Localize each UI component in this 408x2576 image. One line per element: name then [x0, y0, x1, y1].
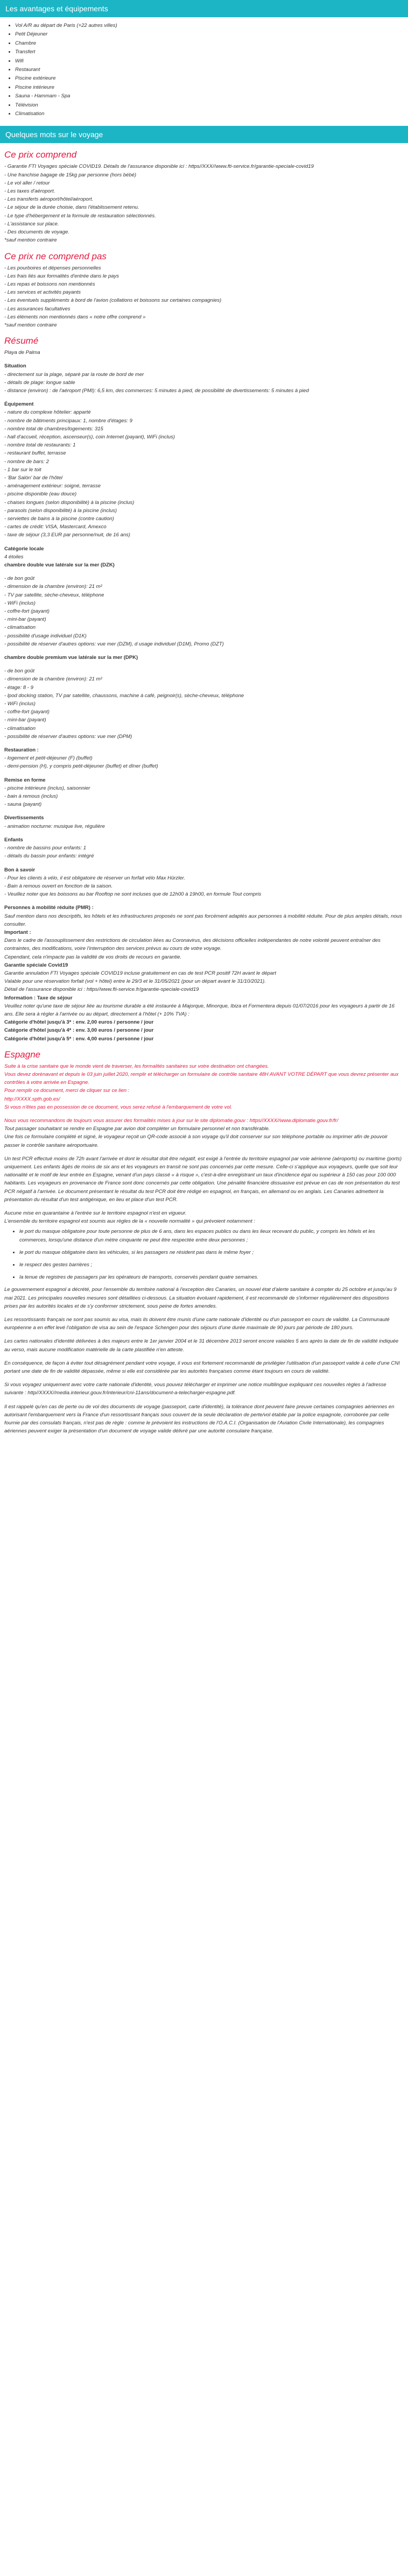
text-line [4, 648, 404, 654]
text-line: - WiFi (inclus) [4, 701, 36, 707]
avantage-item: • Piscine extérieure [15, 74, 408, 83]
text-line: - animation nocturne: musique live, régulière [4, 823, 105, 829]
section-heading: Catégorie locale [4, 545, 44, 552]
resume-subtitle: Playa de Palma [4, 350, 40, 356]
text-line: - climatisation [4, 625, 36, 631]
section-heading: Enfants [4, 836, 23, 843]
avantage-item: • Vol A/R au départ de Paris (+22 autres villes) [15, 22, 408, 30]
text-line: Détail de l'assurance disponible ici : https//www.fti-service.fr/garantie-speciale-covid19 [4, 987, 199, 993]
text-line: - WiFi (inclus) [4, 600, 36, 606]
text-line: Cependant, cela n'impacte pas la validité de vos droits de recours en garantie. [4, 954, 182, 960]
espagne-paragraph: Une fois ce formulaire complété et signé, le voyageur reçoit un QR-code associé à son voyage qu'il doit conserver sur son téléphone portable ou imprimer afin de pouvoir passer le contrôle sanitaire aéroportuaire. [4, 1134, 388, 1148]
espagne-paragraph [4, 1397, 404, 1403]
text-line: - mini-bar (payant) [4, 616, 46, 623]
text-line: - de bon goût [4, 576, 34, 582]
prix-comprend-item: - Une franchise bagage de 15kg par personne (hors bébé) [4, 172, 137, 178]
text-line: - de bon goût [4, 668, 34, 675]
text-line [4, 831, 404, 836]
espagne-paragraph [4, 1332, 404, 1337]
text-line [4, 357, 404, 362]
text-line [4, 569, 404, 574]
text-line: - piscine disponible (eau douce) [4, 491, 77, 498]
espagne-paragraph [4, 1149, 404, 1155]
section-heading: Catégorie d'hôtel jusqu'à 4* : env. 3,00 euros / personne / jour [4, 1027, 154, 1034]
text-line [4, 898, 404, 904]
espagne-paragraph: En conséquence, de façon à éviter tout désagrément pendant votre voyage, il vous est fortement recommandé de privilégier l'utilisation d'un passeport valide à celle d'une CNI portant une date de fin de validité dépassée, même si elle est considérée par les autorités françaises comme étant toujours en cours de validité. [4, 1360, 400, 1375]
text-line: - nombre de bâtiments principaux: 1, nombre d'étages: 9 [4, 417, 132, 424]
section-heading: Information : Taxe de séjour [4, 995, 73, 1001]
espagne-paragraph: Un test PCR effectué moins de 72h avant l'arrivée et dont le résultat doit être négatif, est exigé à l'entrée du territoire espagnol par voie aérienne (aéroports) ou maritime (ports) uniquement. Les enfants âgés de moins de six ans et les voyageurs en transit ne sont pas concernés par cette mesure. Celle-ci s'applique aux voyageurs, quelle que soit leur nationalité et le motif de leur entrée en Espagne, venant d'un pays classé « à risque », c'est-à-dire enregistrant un taux d'incidence égal ou supérieur à 150 cas pour 100 000 habitants. Les voyageurs en provenance de France sont donc concernés par cette obligation. Une pénalité financière dissuasive est prévue en cas de non présentation du test PCR négatif à l'arrivée. Le document présentant le résultat du test PCR doit être rédigé en espagnol, en français, en allemand ou en anglais. Les Canaries admettent la présentation du résultat d'un test antigénique, en lieu et place d'un test PCR. [4, 1155, 402, 1203]
espagne-paragraph: Le gouvernement espagnol a décrété, pour l'ensemble du territoire national à l'exception des Canaries, un nouvel état d'alerte sanitaire à compter du 25 octobre et jusqu'au 9 mai 2021. Les principales nouvelles mesures sont détaillées ci-dessous. La situation évoluant rapidement, il est recommandé de s'informer régulièrement des dispositions prises par les autorités locales et de s'y conformer strictement, sous peine de fortes amendes. [4, 1287, 397, 1309]
espagne-paragraph: Les ressortissants français ne sont pas soumis au visa, mais ils doivent être munis d'une carte nationale d'identité ou d'un passeport en cours de validité. La Communauté européenne a en effet levé l'obligation de visa au sein de l'espace Schengen pour des séjours d'une durée maximale de 90 jours par période de 180 jours. [4, 1317, 390, 1331]
espagne-paragraph: Aucune mise en quarantaine à l'entrée sur le territoire espagnol n'est en vigueur. [4, 1210, 187, 1217]
text-line: - climatisation [4, 725, 36, 732]
text-line: - bain à remous (inclus) [4, 793, 58, 800]
text-line: - mini-bar (payant) [4, 717, 46, 723]
prix-ne-comprend-item: - Les pourboires et dépenses personnelles [4, 265, 101, 271]
text-line [4, 861, 404, 866]
avantages-header: Les avantages et équipements [0, 0, 408, 17]
text-line: - lpod docking station, TV par satellite, chaussons, machine à café, peignoir(s), sèche-cheveux, téléphone [4, 692, 244, 699]
prix-ne-comprend-item: - Les frais liés aux formalités d'entrée dans le pays [4, 273, 119, 279]
section-heading: Restauration : [4, 747, 39, 754]
espagne-rule-item: • le port du masque obligatoire dans les véhicules, si les passagers ne résident pas dans le même foyer ; [19, 1248, 404, 1257]
prix-comprend-item: - Garantie FTI Voyages spéciale COVID19. Détails de l'assurance disponible ici : https//XXX//www.fti-service.fr/garantie-speciale-covid19 [4, 164, 314, 170]
text-line: Valable pour une réservation forfait (vol + hôtel) entre le 29/3 et le 31/05/2021 (pour un départ avant le 31/10/2021). [4, 978, 266, 985]
section-heading: Équipement [4, 401, 34, 408]
resume-title: Résumé [4, 336, 39, 346]
voyage-content [0, 150, 408, 1435]
avantage-item: • Transfert [15, 48, 408, 56]
text-line: - hall d'accueil, réception, ascenseur(s), coin Internet (payant), WiFi (inclus) [4, 434, 175, 440]
text-line: - Bain à remous ouvert en fonction de la saison. [4, 883, 113, 889]
avantage-item: • Piscine intérieure [15, 83, 408, 92]
text-line: - 1 bar sur le toit [4, 466, 41, 473]
prix-comprend-title: Ce prix comprend [4, 150, 77, 160]
section-heading: chambre double premium vue latérale sur la mer (DPK) [4, 655, 138, 661]
section-heading: Important : [4, 929, 31, 935]
prix-ne-comprend-title: Ce prix ne comprend pas [4, 251, 107, 261]
prix-comprend-item: *sauf mention contraire [4, 237, 57, 244]
text-line: Veuillez noter qu'une taxe de séjour liée au tourisme durable a été instaurée à Majorque, Minorque, Ibiza et Formentera depuis 01/07/2016 pour les voyageurs à partir de 16 ans. Elle sera à régler à l'arrivée ou au départ, directement à l'hôtel (+ 10% TVA) : [4, 1003, 395, 1017]
text-line: - détails du bassin pour enfants: intégré [4, 853, 94, 860]
prix-ne-comprend-item: - Les éléments non mentionnés dans « notre offre comprend » [4, 314, 146, 320]
prix-ne-comprend-item: - Les assurances facultatives [4, 306, 71, 312]
espagne-paragraph [4, 1310, 404, 1316]
prix-ne-comprend-item: - Les services et activités payants [4, 289, 81, 296]
prix-comprend-item: - Le type d'hébergement et la formule de restauration sélectionnés. [4, 212, 156, 219]
text-line [4, 741, 404, 746]
text-line: 4 étoiles [4, 553, 24, 560]
prix-comprend-item: - L'assistance sur place. [4, 221, 59, 227]
prix-comprend-item: - Le vol aller / retour [4, 180, 50, 186]
prix-comprend-list [4, 162, 404, 244]
espagne-rule-item: • le respect des gestes barrières ; [19, 1261, 404, 1269]
text-line: - parasols (selon disponibilité) à la piscine (inclus) [4, 507, 117, 514]
prix-comprend-item: - Le séjour de la durée choisie, dans l'établissement retenu. [4, 204, 139, 211]
sanitary-notice-line: Si vous n'êtes pas en possession de ce document, vous serez refusé à l'embarquement de votre vol. [4, 1104, 233, 1110]
avantages-list [15, 22, 408, 118]
avantage-item: • Télévision [15, 101, 408, 110]
text-line: - possibilité de réserver d'autres options: vue mer (DZM), d usage individuel (D1M), Promo (DZT) [4, 641, 224, 647]
prix-ne-comprend-item: - Les éventuels suppléments à bord de l'avion (collations et boissons sur certaines compagnies) [4, 297, 222, 304]
text-line: Dans le cadre de l'assouplissement des restrictions de circulation liées au Coronavirus, des décisions officielles indépendantes de notre volonté peuvent entraîner des contraintes, des modifications, voire l'interruption des services prévus au cours de votre voyage. [4, 938, 381, 952]
espagne-text-tail [4, 1286, 404, 1435]
section-heading: Garantie spéciale Covid19 [4, 962, 68, 968]
text-line: - coffre-fort (payant) [4, 608, 50, 615]
espagne-paragraph: L'ensemble du territoire espagnol est soumis aux règles de la « nouvelle normalité » qui prévoient notamment : [4, 1218, 255, 1225]
avantage-item: • Restaurant [15, 66, 408, 74]
section-heading: Catégorie d'hôtel jusqu'à 5* : env. 4,00 euros / personne / jour [4, 1035, 154, 1042]
espagne-rules-list [19, 1227, 404, 1281]
text-line: Sauf mention dans nos descriptifs, les hôtels et les infrastructures proposés ne sont pas forcément adaptés aux personnes à mobilité réduite. Pour de plus amples détails, nous consulter. [4, 913, 402, 927]
prix-ne-comprend-item: - Les repas et boissons non mentionnés [4, 281, 95, 287]
text-line: - Pour les clients à vélo, il est obligatoire de réserver un forfait vélo Max Hürzler. [4, 875, 185, 881]
text-line: - taxe de séjour (3,3 EUR par personne/nuit, de 16 ans) [4, 532, 130, 538]
text-line: - sauna (payant) [4, 801, 42, 808]
text-line: - nombre total de restaurants: 1 [4, 442, 76, 449]
espagne-rule-item: • la tenue de registres de passagers par les opérateurs de transports, conservés pendant quatre semaines. [19, 1273, 404, 1281]
section-heading: chambre double vue latérale sur la mer (DZK) [4, 562, 115, 568]
text-line: - détails de plage: longue sable [4, 379, 75, 386]
espagne-text [4, 1125, 404, 1225]
espagne-paragraph [4, 1354, 404, 1359]
text-line [4, 662, 404, 667]
prix-ne-comprend-list [4, 264, 404, 330]
text-line: - nombre de bars: 2 [4, 458, 49, 465]
espagne-paragraph [4, 1204, 404, 1209]
text-line: - nature du complexe hôtelier: apparté [4, 409, 91, 416]
espagne-paragraph: Les cartes nationales d'identité délivrées à des majeurs entre le 1er janvier 2004 et le 31 décembre 2013 seront encore valables 5 ans après la date de fin de validité indiquée au verso, mais aucune modification matérielle de la carte plastifiée n'en atteste. [4, 1338, 399, 1353]
text-line [4, 808, 404, 814]
text-line: - TV par satellite, sèche-cheveux, téléphone [4, 592, 104, 598]
text-line: - chaises longues (selon disponibilité) à la piscine (inclus) [4, 499, 135, 506]
text-line: - dimension de la chambre (environ): 21 m² [4, 676, 102, 683]
section-heading: Divertissements [4, 815, 44, 821]
espagne-paragraph [4, 1375, 404, 1381]
text-line: - distance (environ) : de l'aéroport (PMI): 6,5 km, des commerces: 5 minutes à pied, de possibilité de divertissements: 5 minutes à pied [4, 387, 309, 394]
text-line: - coffre-fort (payant) [4, 709, 50, 715]
text-line: - restaurant buffet, terrasse [4, 450, 66, 457]
espagne-rule-item: • le port du masque obligatoire pour toute personne de plus de 6 ans, dans les espaces publics ou dans les lieux recevant du public, y compris les hôtels et les commerces, lorsqu'une distance d'un mètre cinquante ne peut être respectée entre deux personnes ; [19, 1227, 404, 1244]
text-line: - aménagement extérieur: soigné, terrasse [4, 483, 101, 489]
sanitary-notice-line: Vous devez dorénavant et depuis le 03 juin juillet 2020, remplir et télécharger un formulaire de contrôle sanitaire 48H AVANT VOTRE DÉPART que vous devrez présenter aux contrôles à votre arrivée en Espagne. [4, 1071, 399, 1086]
text-line: - piscine intérieure (inclus), saisonnier [4, 785, 90, 791]
text-line: - logement et petit-déjeuner (F) (buffet) [4, 755, 93, 762]
section-heading: Remise en forme [4, 777, 46, 783]
espagne-sanitary-notice [4, 1062, 404, 1125]
prix-comprend-item: - Les transferts aéroport/hôtel/aéroport. [4, 196, 94, 203]
resume-body [4, 357, 404, 1042]
espagne-paragraph: Tout passager souhaitant se rendre en Espagne par avion doit compléter un formulaire personnel et non transférable. [4, 1126, 270, 1132]
avantage-item: • Sauna - Hammam - Spa [15, 92, 408, 101]
section-heading: Bon à savoir [4, 867, 36, 873]
avantage-item: • Climatisation [15, 110, 408, 118]
sanitary-notice-line: Suite à la crise sanitaire que le monde vient de traverser, les formalités sanitaires sur votre destination ont changées. [4, 1063, 269, 1069]
text-line: - dimension de la chambre (environ): 21 m² [4, 584, 102, 590]
prix-comprend-item: - Des documents de voyage. [4, 229, 69, 236]
text-line: - cartes de crédit: VISA, Mastercard, Amexco [4, 524, 107, 530]
espagne-paragraph: Il est rappelé qu'en cas de perte ou de vol des documents de voyage (passeport, carte d'identité), la tolérance dont peuvent faire preuve certaines compagnies aériennes en autorisant l'embarquement vers la France d'un ressortissant français sous couvert de la seule déclaration de perte/vol établie par la police espagnole, corroborée par celle fournie par des consulats français, n'est pas de règle : comme le prévoient les instructions de l'O.A.C.I. (Organisation de l'Aviation Civile Internationale), les compagnies aériennes peuvent exiger la présentation d'un document de voyage valide délivré par une autorité consulaire française. [4, 1403, 395, 1435]
text-line: - étage: 8 - 9 [4, 684, 33, 691]
sanitary-notice-line [4, 1111, 404, 1117]
text-line [4, 540, 404, 545]
section-heading: Situation [4, 363, 26, 370]
text-line: - serviettes de bains à la piscine (contre caution) [4, 515, 114, 522]
text-line: - possibilité de réserver d'autres options: vue mer (DPM) [4, 733, 132, 740]
text-line [4, 395, 404, 400]
text-line: - directement sur la plage, séparé par la route de bord de mer [4, 371, 144, 378]
text-line: - nombre de bassins pour enfants: 1 [4, 845, 87, 851]
text-line [4, 771, 404, 776]
avantage-item: • Petit Déjeuner [15, 30, 408, 39]
espagne-paragraph: Si vous voyagez uniquement avec votre carte nationale d'identité, vous pouvez télécharger et imprimer une notice multilingue expliquant ces nouvelles règles à l'adresse suivante : http//XXXX//media.interieur.gouv.fr/interieur/cni-11ans/document-a-telecharger-espagne.pdf. [4, 1382, 386, 1396]
text-line: Garantie annulation FTI Voyages spéciale COVID19 incluse gratuitement en cas de test PCR positif 72H avant le départ [4, 970, 277, 976]
prix-ne-comprend-item: *sauf mention contraire [4, 322, 57, 328]
avantage-item: • Wifi [15, 57, 408, 66]
section-heading: Personnes à mobilité réduite (PMR) : [4, 905, 94, 911]
avantage-item: • Chambre [15, 39, 408, 48]
espagne-title: Espagne [4, 1049, 41, 1060]
prix-comprend-item: - Les taxes d'aéroport. [4, 188, 55, 195]
voyage-header: Quelques mots sur le voyage [0, 126, 408, 143]
text-line: - possibilité d'usage individuel (D1K) [4, 633, 87, 639]
sanitary-notice-line: Pour remplir ce document, merci de cliquer sur ce lien : [4, 1088, 130, 1094]
sanitary-notice-line: Nous vous recommandons de toujours vous assurer des formalités mises à jour sur le site diplomatie.gouv : https//XXXX//www.diplomatie.gouv.fr/fr/ [4, 1117, 339, 1124]
section-heading: Catégorie d'hôtel jusqu'à 3* : env. 2,00 euros / personne / jour [4, 1019, 154, 1026]
text-line: - demi-pension (H), y compris petit-déjeuner (buffet) et dîner (buffet) [4, 763, 158, 770]
sanitary-notice-line: http://XXXX.spth.gob.es/ [4, 1096, 60, 1102]
text-line: - 'Bar Salón' bar de l'hôtel [4, 474, 62, 481]
text-line: - nombre total de chambres/logements: 315 [4, 425, 103, 432]
text-line: - Veuillez noter que les boissons au bar Rooftop ne sont incluses que de 12h00 à 19h00, en formule Tout compris [4, 891, 262, 898]
